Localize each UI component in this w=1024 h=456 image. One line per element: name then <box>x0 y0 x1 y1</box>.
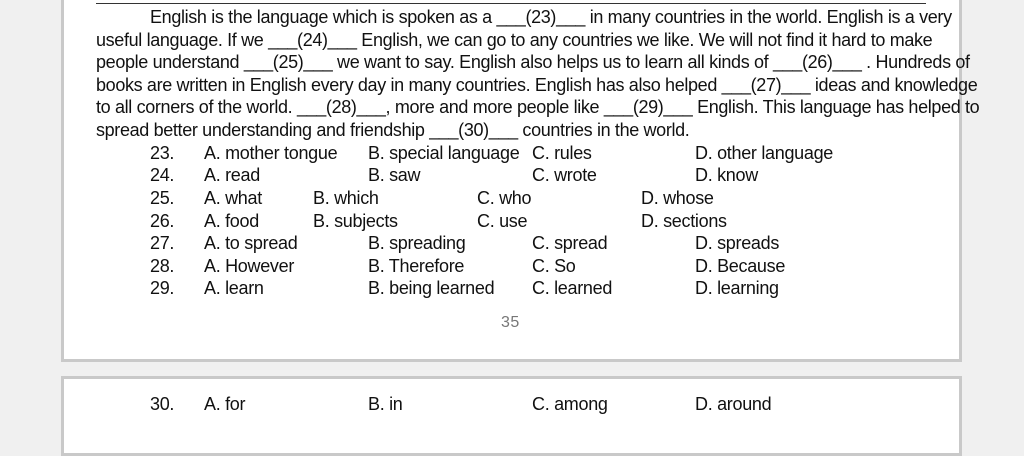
question-number: 23. <box>150 143 175 163</box>
reading-passage <box>96 6 980 141</box>
option-a: A. for <box>204 394 246 414</box>
option-a: A. mother tongue <box>204 143 338 163</box>
option-b: B. subjects <box>313 211 398 231</box>
option-b: B. in <box>368 394 403 414</box>
option-c: C. use <box>477 211 528 231</box>
option-c: C. among <box>532 394 608 414</box>
option-d: D. spreads <box>695 233 780 253</box>
passage-line: spread better understanding and friendship ___(30)___ countries in the world. <box>96 119 690 140</box>
option-a: A. what <box>204 188 262 208</box>
option-d: D. sections <box>641 211 727 231</box>
question-number: 24. <box>150 165 175 185</box>
option-d: D. around <box>695 394 772 414</box>
option-c: C. spread <box>532 233 608 253</box>
question-number: 26. <box>150 211 175 231</box>
question-number: 27. <box>150 233 175 253</box>
option-a: A. food <box>204 211 259 231</box>
option-b: B. being learned <box>368 278 495 298</box>
cropped-top-line <box>96 0 926 4</box>
option-b: B. saw <box>368 165 421 185</box>
question-number: 28. <box>150 256 175 276</box>
option-c: C. rules <box>532 143 592 163</box>
option-d: D. learning <box>695 278 779 298</box>
passage-line: books are written in English every day in many countries. English has also helped ___(27)___ ideas and knowledge <box>96 74 978 95</box>
passage-line: useful language. If we ___(24)___ English, we can go to any countries we like. We will not find it hard to make <box>96 29 933 50</box>
option-b: B. Therefore <box>368 256 465 276</box>
passage-line: English is the language which is spoken as a ___(23)___ in many countries in the world. English is a very <box>150 7 952 27</box>
option-c: C. who <box>477 188 532 208</box>
passage-line: to all corners of the world. ___(28)___, more and more people like ___(29)___ English. This language has helped to <box>96 97 980 117</box>
option-b: B. special language <box>368 143 520 163</box>
option-d: D. Because <box>695 256 786 276</box>
passage-line: people understand ___(25)___ we want to say. English also helps us to learn all kinds of ___(26)___ . Hundreds of <box>96 52 970 72</box>
question-number: 30. <box>150 394 175 414</box>
page-number: 35 <box>501 314 520 331</box>
question-number: 29. <box>150 278 175 298</box>
option-b: B. which <box>313 188 379 208</box>
option-a: A. learn <box>204 278 264 298</box>
option-d: D. know <box>695 165 758 185</box>
option-c: C. So <box>532 256 576 276</box>
option-c: C. learned <box>532 278 613 298</box>
option-d: D. other language <box>695 143 834 163</box>
option-d: D. whose <box>641 188 714 208</box>
option-b: B. spreading <box>368 233 466 253</box>
option-a: A. However <box>204 256 295 276</box>
option-a: A. read <box>204 165 260 185</box>
question-number: 25. <box>150 188 175 208</box>
option-c: C. wrote <box>532 165 597 185</box>
option-a: A. to spread <box>204 233 298 253</box>
document-page-next <box>61 376 962 456</box>
